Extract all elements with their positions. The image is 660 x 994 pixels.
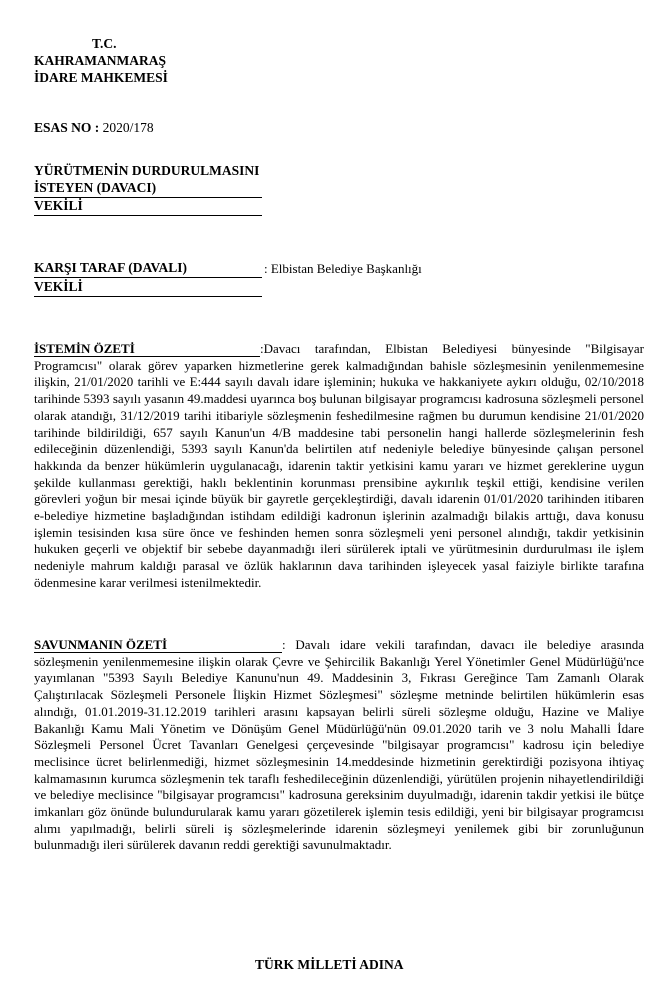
- esas-no: [34, 120, 154, 136]
- applicant-counsel-label: VEKİLİ: [34, 198, 83, 213]
- court-line-city: KAHRAMANMARAŞ: [34, 53, 166, 68]
- court-line-name: İDARE MAHKEMESİ: [34, 70, 168, 85]
- respondent-value: : Elbistan Belediye Başkanlığı: [264, 261, 422, 276]
- applicant-counsel-underline: [34, 198, 262, 216]
- esas-value: 2020/178: [102, 120, 154, 135]
- respondent-counsel-underline: [34, 279, 262, 297]
- respondent-underline: [34, 260, 262, 278]
- court-line-tc: T.C.: [92, 36, 117, 51]
- claim-summary: [34, 341, 644, 592]
- defense-summary-text: : Davalı idare vekili tarafından, davacı ile belediye arasında sözleşmenin yenilenmemesine ilişkin olarak Çevre ve Şehircilik Bakanlığı Yerel Yönetimler Genel Müdürlüğü'nce yayımlanan "5393 Sayılı Belediye Kanunu'nun 49. Maddesinin 3, Fıkrası Gereğince Tam Zamanlı Olarak Çalıştırılacak Sözleşmeli Personele İlişkin Hizmet Sözleşmesi" sözleşme metninde belirtilen hükümlerin esas alındığı, 01.01.2019-31.12.2019 tarihleri arasını kapsayan belirli süreli sözleşme olduğu, Hazine ve Maliye Bakanlığı Kamu Mali Yönetim ve Dönüşüm Genel Müdürlüğü'nün 09.01.2020 tarih ve 3 nolu Mahalli İdare Sözleşmeli Personel Ücret Tavanları Genelgesi çerçevesinde "bilgisayar programcısı" kadrosu için belediye meclisince ücret belirlenmediği, hizmet sözleşmesinin 14.meddesinde hizmetinin gerektirdiği pozisyona ihtiyaç kalmamasının kurumca sözleşmenin tek taraflı feshedileceğinin düzenlendiği, yürütülen projenin nihayetlendirildiği ve belediye meclisince "bilgisayar programcısı" kadrosuna gereksinim duyulmadığı, idarenin takdir yetkisi ile bütçe imkanları göz önünde bulundurularak kamu yararı gözetilerek işlemin tesis edildiği, yeni bir bilgisayar programcısı alımı yapılmadığı, belirli süreli iş sözleşmelerinde idarenin sözleşmeyi yenilemek gibi bir zorunluğunun bulunmadığı ileri sürülerek davanın reddi gerektiği savunulmaktadır.: [34, 637, 644, 853]
- respondent-counsel-label: VEKİLİ: [34, 279, 83, 294]
- respondent-label: KARŞI TARAF (DAVALI): [34, 260, 188, 275]
- footer-title: TÜRK MİLLETİ ADINA: [255, 957, 404, 972]
- claim-summary-text: :Davacı tarafından, Elbistan Belediyesi bünyesinde "Bilgisayar Programcısı" olarak görev yaparken hizmetlerine gerek kalmadığından bahisle sözleşmesinin yenilenmemesine ilişkin, 21/01/2020 tarihli ve E:444 sayılı davalı idare işleminin; hukuka ve hakkaniyete aykırı olduğu, 02/10/2018 tarihinde 5393 sayılı yasanın 49.maddesi uyarınca boş bulunan bilgisayar programcısı kadrosuna sözleşmeli personel olarak atandığı, 31/12/2019 tarihi itibariyle sözleşmenin feshedilmesine rağmen bu durumun kendisine 21/01/2020 tarihinde bildirildiği, 657 sayılı Kanun'un 4/B maddesine tabi personelin hangi hallerde sözleşmelerinin fesh edileceğinin düzenlendiği, 5393 sayılı Kanun'da belirtilen atıf nedeniyle belediye bünyesinde çalışan personel hakkında da benzer hükümlerin uygulanacağı, idarenin taktir yetkisini kamu yararı ve hizmet gereklerine uygun şekilde kullanması gerektiği, haklı beklentinin korunması prensibine aykırılık teşkil ettiği, kendisine verilen görevleri yoğun bir mesai içinde büyük bir gayretle gerçekleştirdiği, davalı idarenin 01/01/2020 tarihinden itibaren e-belediye hizmetine başladığından istihdam edildiği kadronun işlerinin azalmadığı bilakis arttığı, dava konusu işlemin tesisinden kısa süre önce ve feshinden hemen sonra sözleşmeli yeni personel alındığı, takdir yetkisinin hukuken geçerli ve objektif bir sebebe dayanmadığı ileri sürülerek iptali ve yürütmesinin durdurulması ile işlem nedeniyle mahrum kaldığı parasal ve özlük haklarının dava tarihinden işleyecek yasal faiziyle birlikte tarafına ödenmesine karar verilmesi istenilmektedir.: [34, 341, 644, 590]
- applicant-underline: [34, 180, 262, 198]
- defense-summary: [34, 637, 644, 854]
- defense-summary-label: SAVUNMANIN ÖZETİ: [34, 637, 282, 653]
- applicant-title-line1: YÜRÜTMENİN DURDURULMASINI: [34, 163, 260, 178]
- claim-summary-label: İSTEMİN ÖZETİ: [34, 341, 260, 357]
- esas-label: ESAS NO :: [34, 120, 100, 135]
- applicant-title-line2: İSTEYEN (DAVACI): [34, 180, 157, 195]
